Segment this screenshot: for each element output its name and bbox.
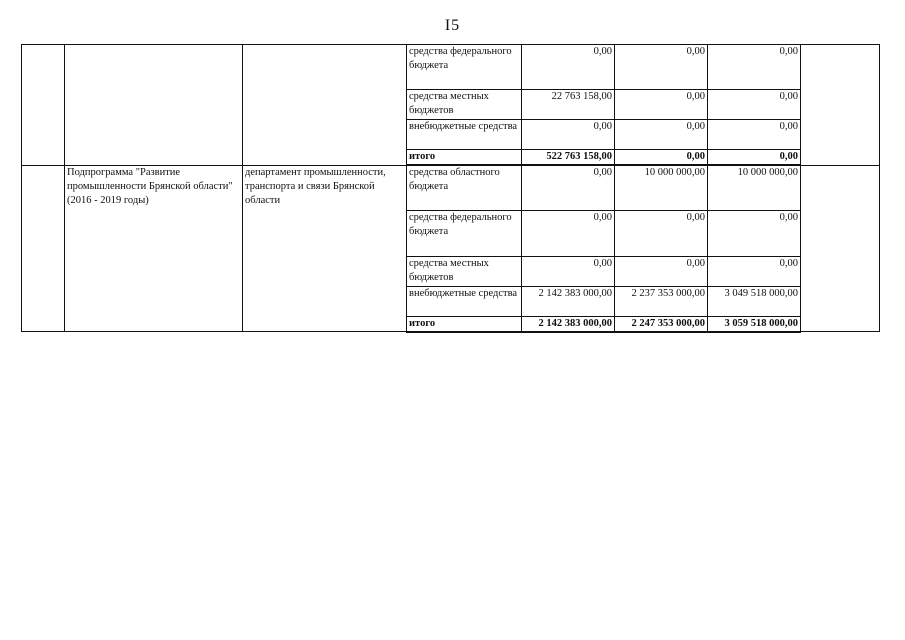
total-year-1: 522 763 158,00 — [522, 150, 615, 166]
funding-source: средства областного бюджета — [407, 165, 522, 210]
value-year-2: 10 000 000,00 — [615, 165, 708, 210]
funding-source: средства местных бюджетов — [407, 256, 522, 286]
row-number-cell — [22, 45, 65, 166]
funding-source: средства федерального бюджета — [407, 45, 522, 90]
total-year-3: 3 059 518 000,00 — [708, 316, 801, 332]
value-year-1: 0,00 — [522, 45, 615, 90]
funding-source: средства местных бюджетов — [407, 90, 522, 120]
value-year-2: 0,00 — [615, 45, 708, 90]
value-year-2: 0,00 — [615, 90, 708, 120]
value-year-2: 2 237 353 000,00 — [615, 286, 708, 316]
total-year-3: 0,00 — [708, 150, 801, 166]
program-cell: Подпрограмма "Развитие промышленности Брянской области" (2016 - 2019 годы) — [65, 165, 243, 332]
funding-source: средства федерального бюджета — [407, 210, 522, 256]
funding-source-total: итого — [407, 150, 522, 166]
table-row — [22, 45, 880, 90]
table-row — [22, 165, 880, 210]
value-year-2: 0,00 — [615, 256, 708, 286]
value-year-1: 0,00 — [522, 120, 615, 150]
value-year-3: 0,00 — [708, 210, 801, 256]
extra-cell — [801, 45, 880, 166]
budget-table — [21, 44, 880, 333]
value-year-3: 0,00 — [708, 256, 801, 286]
total-year-2: 0,00 — [615, 150, 708, 166]
value-year-1: 0,00 — [522, 165, 615, 210]
value-year-1: 2 142 383 000,00 — [522, 286, 615, 316]
value-year-2: 0,00 — [615, 120, 708, 150]
executor-cell: департамент промышленности, транспорта и связи Брянской области — [243, 165, 407, 332]
value-year-3: 0,00 — [708, 120, 801, 150]
value-year-1: 0,00 — [522, 256, 615, 286]
extra-cell — [801, 165, 880, 332]
value-year-1: 22 763 158,00 — [522, 90, 615, 120]
funding-source: внебюджетные средства — [407, 120, 522, 150]
funding-source-total: итого — [407, 316, 522, 332]
total-year-1: 2 142 383 000,00 — [522, 316, 615, 332]
row-number-cell — [22, 165, 65, 332]
value-year-2: 0,00 — [615, 210, 708, 256]
funding-source: внебюджетные средства — [407, 286, 522, 316]
value-year-3: 0,00 — [708, 45, 801, 90]
total-year-2: 2 247 353 000,00 — [615, 316, 708, 332]
value-year-1: 0,00 — [522, 210, 615, 256]
program-cell — [65, 45, 243, 166]
value-year-3: 0,00 — [708, 90, 801, 120]
value-year-3: 3 049 518 000,00 — [708, 286, 801, 316]
page-number: I5 — [444, 17, 461, 34]
value-year-3: 10 000 000,00 — [708, 165, 801, 210]
executor-cell — [243, 45, 407, 166]
